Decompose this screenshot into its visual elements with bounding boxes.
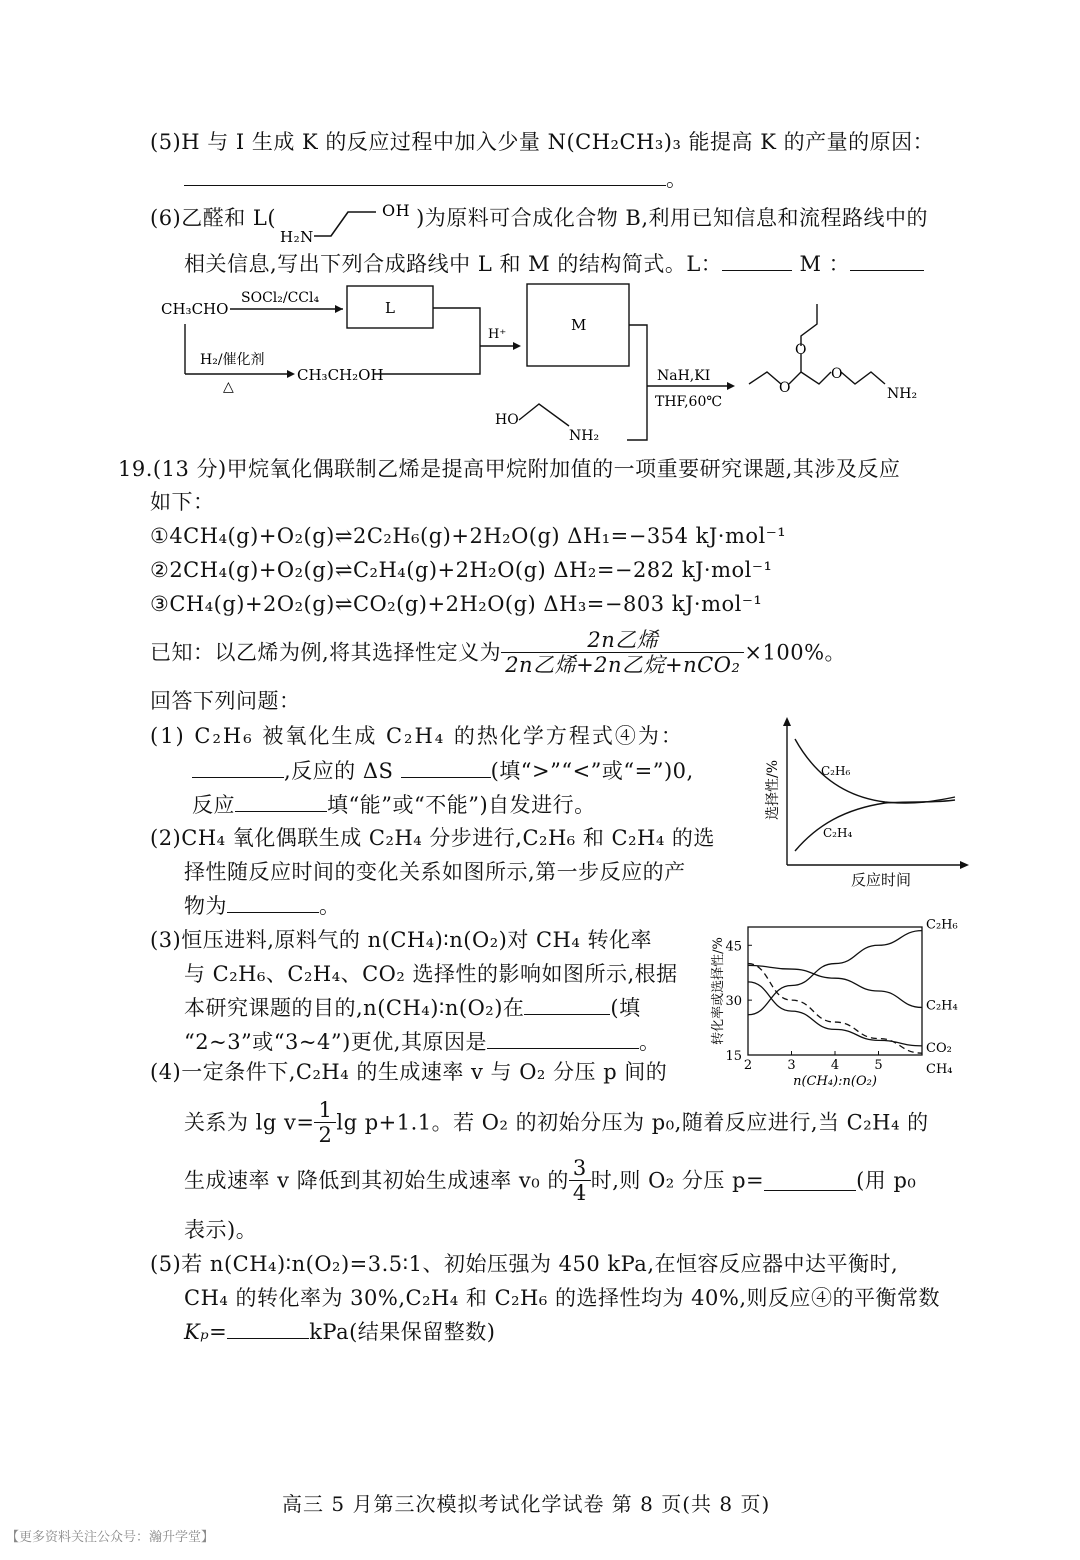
ethanol-label: CH₃CH₂OH [297,366,384,384]
aminoethanol-structure [276,200,416,242]
p5-blank[interactable] [227,1318,309,1339]
answer-blank[interactable] [184,165,666,186]
half-den: 2 [318,1123,333,1147]
plot-frame [748,927,922,1055]
reagent-socl2: SOCl₂/CCl₄ [241,290,320,306]
frac-numerator: 2n乙烯 [501,628,744,653]
ratio-chart [700,915,980,1095]
p2-line2: 择性随反应时间的变化关系如图所示,第一步反应的产 [184,860,686,884]
product-o1: O [779,380,791,396]
p4-blank[interactable] [764,1170,856,1191]
graph1-c2h6-label: C₂H₆ [821,764,851,778]
scheme-start: CH₃CHO [161,300,229,318]
nh2-label: NH₂ [569,428,600,444]
p1-blank-ds[interactable] [401,757,491,778]
q19-title: 19.(13 分)甲烷氧化偶联制乙烯是提高甲烷附加值的一项重要研究课题,其涉及反应 [118,457,901,481]
ho-label: HO [495,412,519,428]
p4-line1: (4)一定条件下,C₂H₄ 的生成速率 v 与 O₂ 分压 p 间的 [150,1060,668,1084]
three-quarter-den: 4 [572,1181,587,1205]
series-label-0: C₂H₆ [926,917,958,933]
p1-line1: (1) C₂H₆ 被氧化生成 C₂H₄ 的热化学方程式④为： [150,724,684,748]
reagent-h2: H₂/催化剂 [200,352,265,368]
y-tick-label: 15 [725,1049,742,1064]
m-blank[interactable] [850,250,924,271]
p4-line4: 表示)。 [184,1218,258,1242]
series-line-2 [748,982,922,1046]
c2h4-curve [795,800,955,851]
x-tick-label: 2 [743,1058,753,1073]
h2n-label: H₂N [280,227,314,242]
reaction-2: ②2CH₄(g)+O₂(g)⇌C₂H₄(g)+2H₂O(g) ΔH₂=−282 kJ·mol⁻¹ [150,558,773,582]
p1-blank-equation[interactable] [192,757,284,778]
p3-line2: 与 C₂H₆、C₂H₄、CO₂ 选择性的影响如图所示,根据 [184,962,678,986]
half-num: 1 [314,1098,336,1123]
p2-line1: (2)CH₄ 氧化偶联生成 C₂H₄ 分步进行,C₂H₆ 和 C₂H₄ 的选 [150,826,715,850]
series-label-2: CO₂ [926,1040,952,1056]
p5-line2: CH₄ 的转化率为 30%,C₂H₄ 和 C₂H₆ 的选择性均为 40%,则反应④的平衡常数 [184,1286,940,1310]
p3-blank-reason[interactable] [487,1028,639,1049]
product-nh2: NH₂ [887,386,918,402]
hplus-label: H⁺ [488,327,507,342]
x-axis-label: n(CH₄):n(O₂) [793,1074,877,1089]
reagent-thf: THF,60℃ [655,394,723,410]
y-axis-label: 转化率或选择性/% [711,937,726,1045]
box-l-label: L [385,299,395,317]
synthesis-scheme [155,280,935,450]
p4-line2: 关系为 lg v= $\frac{1}{2}$ lg p+1.1。若 O₂ 的初始分压为 p₀,随着反应进行,当 C₂H₄ 的 [184,1098,929,1147]
delta-sign: △ [223,379,234,395]
reaction-1: ①4CH₄(g)+O₂(g)⇌2C₂H₆(g)+2H₂O(g) ΔH₁=−354 kJ·mol⁻¹ [150,524,787,548]
series-line-3 [748,964,922,1054]
y-tick-label: 30 [725,994,742,1010]
frac-denominator: 2n乙烯+2n乙烷+nCO₂ [505,653,741,677]
p2-blank[interactable] [227,892,319,913]
watermark: 【更多资料关注公众号：瀚升学堂】 [6,1530,215,1545]
product-o3: O [831,366,843,382]
graph1-xlabel: 反应时间 [850,871,912,889]
p3-line3: 本研究课题的目的,n(CH₄)∶n(O₂)在 (填 [184,996,641,1020]
page-footer: 高三 5 月第三次模拟考试化学试卷 第 8 页(共 8 页) [282,1492,771,1516]
box-m-label: M [571,316,587,334]
y-tick-label: 45 [725,939,742,955]
product-o2: O [795,342,807,358]
c2h6-curve [795,739,955,803]
x-tick-label: 5 [874,1058,883,1073]
p1-line3: 反应 填“能”或“不能”)自发进行。 [192,793,596,817]
x-tick-label: 4 [830,1058,840,1073]
p3-line4: “2~3”或“3~4”)更优,其原因是 。 [184,1030,661,1054]
three-quarter-num: 3 [569,1156,591,1181]
graph1-ylabel: 选择性/% [765,759,781,821]
selectivity-definition: 已知：以乙烯为例,将其选择性定义为 $\frac{\text{2n乙烯}}{\text{2n乙烯+2n乙烷+nCO₂}}$ ×100%。 [150,628,847,677]
p3-line1: (3)恒压进料,原料气的 n(CH₄)∶n(O₂)对 CH₄ 转化率 [150,928,652,952]
q18-6-line2: 相关信息,写出下列合成路线中 L 和 M 的结构简式。L： M ： [184,250,924,278]
l-blank[interactable] [722,250,792,271]
p5-line3: Kₚ= kPa(结果保留整数) [184,1320,496,1344]
oh-label: OH [382,200,411,220]
p1-blank-spont[interactable] [235,791,327,812]
p1-line2: ,反应的 ΔS (填“>”“<”或“=”)0, [192,757,694,785]
p4-line3: 生成速率 v 降低到其初始生成速率 v₀ 的 $\frac{3}{4}$ 时,则 O₂ 分压 p= (用 p₀ [184,1156,917,1205]
x-tick-label: 3 [787,1058,796,1073]
reaction-3: ③CH₄(g)+2O₂(g)⇌CO₂(g)+2H₂O(g) ΔH₃=−803 kJ·mol⁻¹ [150,592,763,616]
q19-title2: 如下： [150,490,215,514]
answer-prompt: 回答下列问题： [150,689,301,713]
graph1-c2h4-label: C₂H₄ [823,826,853,840]
series-label-3: CH₄ [926,1062,953,1078]
reagent-nah: NaH,KI [657,368,711,384]
selectivity-time-graph [755,715,970,895]
series-label-1: C₂H₄ [926,998,958,1014]
q18-6-line1: (6)乙醛和 L( OH H₂N )为原料可合成化合物 B,利用已知信息和流程路线中的 [150,204,928,234]
q18-5-answer: 。 [184,165,688,193]
p3-blank-range[interactable] [524,994,610,1015]
p2-line3: 物为 。 [184,894,341,918]
p5-line1: (5)若 n(CH₄)∶n(O₂)=3.5∶1、初始压强为 450 kPa,在恒容反应器中达平衡时, [150,1252,899,1276]
q18-5-line1: (5)H 与 I 生成 K 的反应过程中加入少量 N(CH₂CH₃)₃ 能提高 K 的产量的原因： [150,130,935,154]
